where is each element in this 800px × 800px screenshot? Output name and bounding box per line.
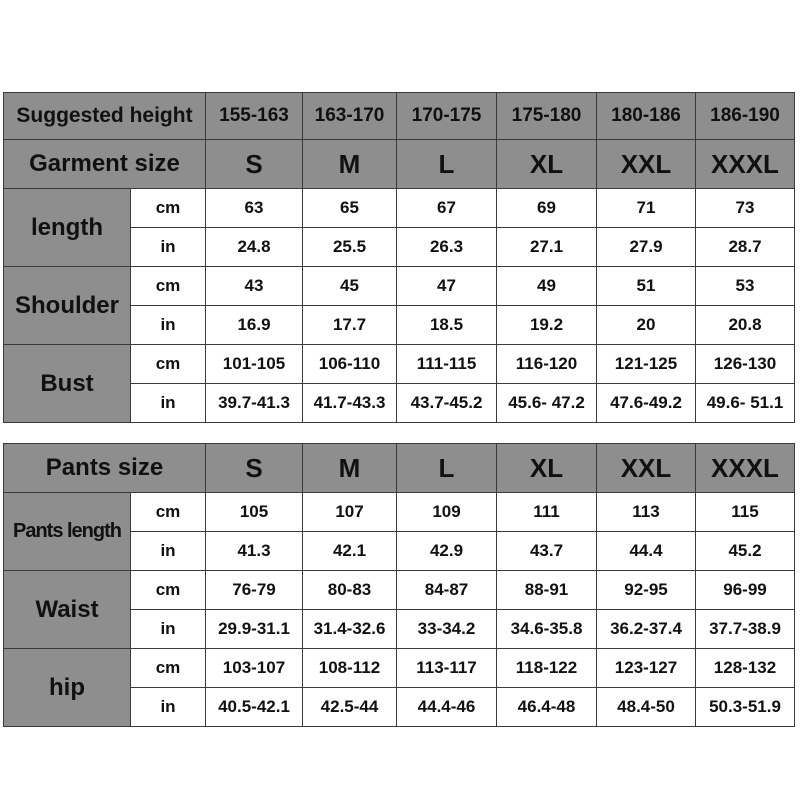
value-cell: 67 [397,189,497,228]
value-cell: 73 [696,189,795,228]
value-cell: 118-122 [497,649,597,688]
value-cell: 45.2 [696,532,795,571]
value-cell: 111 [497,493,597,532]
value-cell: 41.7-43.3 [303,384,397,423]
value-cell: 48.4-50 [597,688,696,727]
height-label: Suggested height [4,93,206,140]
value-cell: 69 [497,189,597,228]
size-cell: XL [497,140,597,189]
value-cell: 108-112 [303,649,397,688]
height-row [4,93,795,140]
value-cell: 18.5 [397,306,497,345]
size-cell: S [206,444,303,493]
value-cell: 20 [597,306,696,345]
value-cell: 113-117 [397,649,497,688]
unit-in: in [131,306,206,345]
value-cell: 27.9 [597,228,696,267]
value-cell: 103-107 [206,649,303,688]
value-cell: 126-130 [696,345,795,384]
top-size-table [3,92,795,423]
value-cell: 41.3 [206,532,303,571]
value-cell: 19.2 [497,306,597,345]
pants-size-row [4,444,795,493]
row-label-hip: hip [4,649,131,727]
value-cell: 115 [696,493,795,532]
value-cell: 49 [497,267,597,306]
value-cell: 37.7-38.9 [696,610,795,649]
value-cell: 44.4 [597,532,696,571]
value-cell: 43.7-45.2 [397,384,497,423]
value-cell: 24.8 [206,228,303,267]
unit-cm: cm [131,189,206,228]
table-row [4,189,795,228]
value-cell: 80-83 [303,571,397,610]
value-cell: 43.7 [497,532,597,571]
table-row [4,649,795,688]
value-cell: 34.6-35.8 [497,610,597,649]
value-cell: 28.7 [696,228,795,267]
value-cell: 113 [597,493,696,532]
value-cell: 26.3 [397,228,497,267]
value-cell: 25.5 [303,228,397,267]
unit-in: in [131,688,206,727]
row-label-shoulder: Shoulder [4,267,131,345]
size-cell: L [397,140,497,189]
row-label-waist: Waist [4,571,131,649]
unit-in: in [131,228,206,267]
value-cell: 46.4-48 [497,688,597,727]
value-cell: 40.5-42.1 [206,688,303,727]
size-cell: M [303,140,397,189]
value-cell: 50.3-51.9 [696,688,795,727]
height-cell: 175-180 [497,93,597,140]
value-cell: 96-99 [696,571,795,610]
value-cell: 27.1 [497,228,597,267]
size-cell: XL [497,444,597,493]
height-cell: 163-170 [303,93,397,140]
value-cell: 20.8 [696,306,795,345]
value-cell: 101-105 [206,345,303,384]
value-cell: 42.9 [397,532,497,571]
value-cell: 16.9 [206,306,303,345]
unit-in: in [131,384,206,423]
value-cell: 39.7-41.3 [206,384,303,423]
value-cell: 42.1 [303,532,397,571]
value-cell: 42.5-44 [303,688,397,727]
value-cell: 65 [303,189,397,228]
value-cell: 123-127 [597,649,696,688]
value-cell: 88-91 [497,571,597,610]
unit-cm: cm [131,649,206,688]
value-cell: 71 [597,189,696,228]
unit-cm: cm [131,493,206,532]
row-label-bust: Bust [4,345,131,423]
unit-in: in [131,610,206,649]
unit-cm: cm [131,345,206,384]
unit-in: in [131,532,206,571]
value-cell: 44.4-46 [397,688,497,727]
value-cell: 49.6- 51.1 [696,384,795,423]
pants-size-label: Pants size [4,444,206,493]
size-cell: S [206,140,303,189]
size-cell: M [303,444,397,493]
value-cell: 36.2-37.4 [597,610,696,649]
size-cell: XXL [597,140,696,189]
value-cell: 105 [206,493,303,532]
value-cell: 116-120 [497,345,597,384]
unit-cm: cm [131,571,206,610]
row-label-pants-length: Pants length [4,493,131,571]
table-row [4,493,795,532]
value-cell: 31.4-32.6 [303,610,397,649]
height-cell: 180-186 [597,93,696,140]
height-cell: 186-190 [696,93,795,140]
value-cell: 76-79 [206,571,303,610]
value-cell: 45.6- 47.2 [497,384,597,423]
value-cell: 43 [206,267,303,306]
value-cell: 92-95 [597,571,696,610]
table-row [4,345,795,384]
value-cell: 107 [303,493,397,532]
size-cell: L [397,444,497,493]
height-cell: 155-163 [206,93,303,140]
value-cell: 29.9-31.1 [206,610,303,649]
garment-size-row [4,140,795,189]
size-cell: XXL [597,444,696,493]
value-cell: 33-34.2 [397,610,497,649]
value-cell: 106-110 [303,345,397,384]
garment-size-label: Garment size [4,140,206,189]
size-cell: XXXL [696,444,795,493]
value-cell: 53 [696,267,795,306]
value-cell: 84-87 [397,571,497,610]
size-cell: XXXL [696,140,795,189]
height-cell: 170-175 [397,93,497,140]
pants-size-table [3,443,795,727]
value-cell: 47 [397,267,497,306]
value-cell: 111-115 [397,345,497,384]
unit-cm: cm [131,267,206,306]
value-cell: 109 [397,493,497,532]
value-cell: 63 [206,189,303,228]
value-cell: 121-125 [597,345,696,384]
value-cell: 17.7 [303,306,397,345]
value-cell: 45 [303,267,397,306]
table-row [4,267,795,306]
value-cell: 47.6-49.2 [597,384,696,423]
table-row [4,571,795,610]
value-cell: 128-132 [696,649,795,688]
row-label-length: length [4,189,131,267]
value-cell: 51 [597,267,696,306]
